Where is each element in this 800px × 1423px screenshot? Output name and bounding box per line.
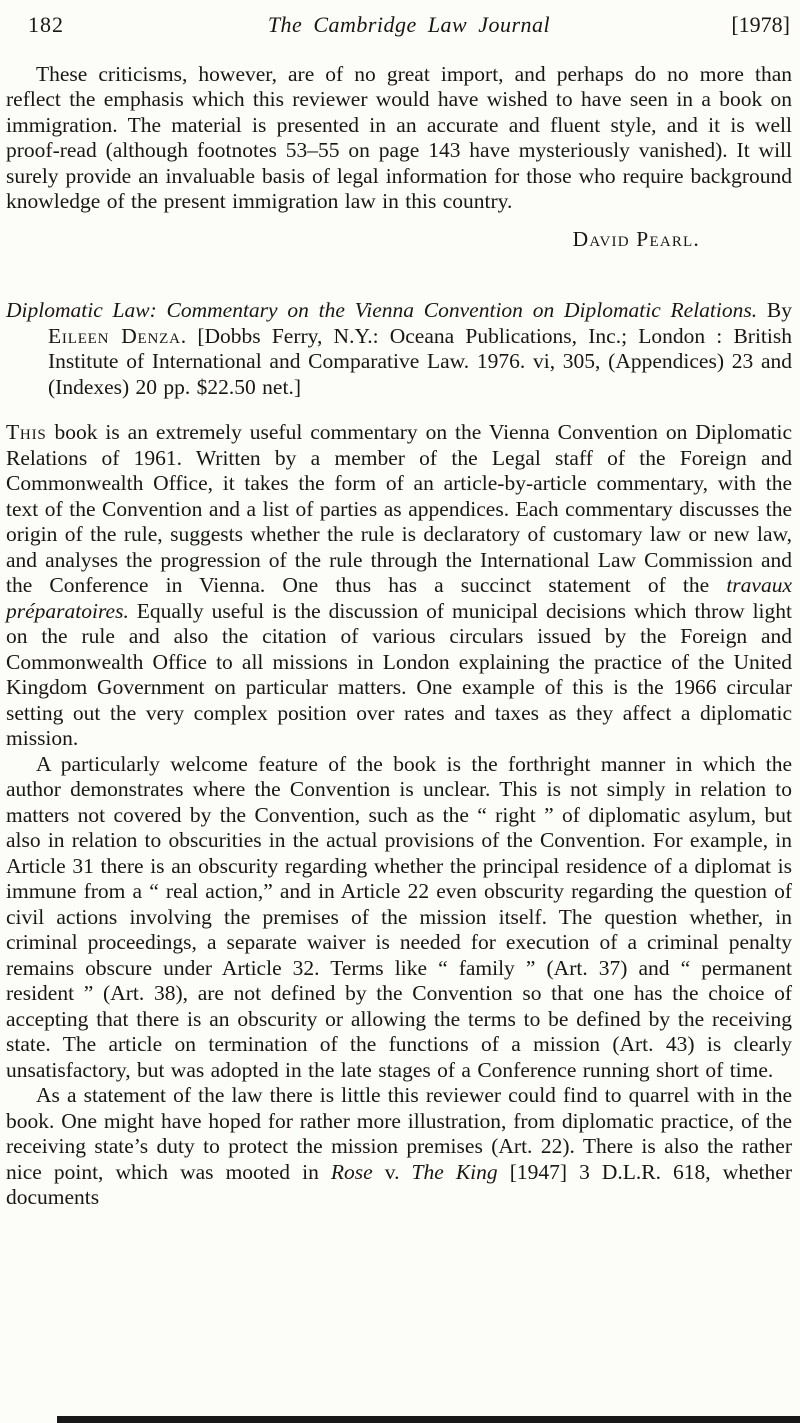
book-citation-heading: Diplomatic Law: Commentary on the Vienna Convention on Diplomatic Relations. By Eileen Denza. [Dobbs Ferry, N.Y.: Oceana Publications, Inc.; London : British Institute of International and Comparative Law. 1976. vi, 305, (Appendices) 23 and (Indexes) 20 pp. $22.50 net.] xyxy=(6,298,792,399)
review-paragraph-2: A particularly welcome feature of the book is the forthright manner in which the author demonstrates where the Convention is unclear. This is not simply in relation to matters not covered by the Convention, such as the “ right ” of diplomatic asylum, but also in relation to obscurities in the actual provisions of the Convention. For example, in Article 31 there is an obscurity regarding whether the principal residence of a diplomat is immune from a “ real action,” and in Article 22 even obscurity regarding the question of civil actions involving the premises of the mission itself. The question whether, in criminal proceedings, a separate waiver is needed for execution of a criminal penalty remains obscure under Article 32. Terms like “ family ” (Art. 37) and “ permanent resident ” (Art. 38), are not defined by the Convention so that one has the choice of accepting that there is an obscurity or allowing the terms to be defined by the receiving state. The article on termination of the functions of a mission (Art. 43) is clearly unsatisfactory, but was adopted in the late stages of a Conference running short of time. xyxy=(6,751,792,1082)
page-number: 182 xyxy=(28,12,64,37)
review-paragraph-3: As a statement of the law there is little this reviewer could find to quarrel with in the book. One might have hoped for rather more illustration, from diplomatic practice, of the receiving state’s duty to protect the mission premises (Art. 22). There is also the rather nice point, which was mooted in Rose v. The King [1947] 3 D.L.R. 618, whether documents xyxy=(6,1083,792,1209)
previous-review-closing-paragraph: These criticisms, however, are of no great import, and perhaps do no more than reflect the emphasis which this reviewer would have wished to have seen in a book on immigration. The material is presented in an accurate and fluent style, and it is well proof-read (although footnotes 53–55 on page 143 have mysteriously vanished). It will surely provide an invaluable basis of legal information for those who require background knowledge of the present immigration law in this country. xyxy=(6,61,792,213)
journal-title: The Cambridge Law Journal xyxy=(267,12,551,37)
review-paragraph-1: This book is an extremely useful commentary on the Vienna Convention on Diplomatic Relations of 1961. Written by a member of the Legal staff of the Foreign and Commonwealth Office, it takes the form of an article-by-article commentary, with the text of the Convention and a list of parties as appendices. Each commentary discusses the origin of the rule, suggests whether the rule is declaratory of customary law or new law, and analyses the progression of the rule through the International Law Commission and the Conference in Vienna. One thus has a succinct statement of the travaux préparatoires. Equally useful is the discussion of municipal decisions which throw light on the rule and also the citation of various circulars issued by the Foreign and Commonwealth Office to all missions in London explaining the practice of the United Kingdom Government on particular matters. One example of this is the 1966 circular setting out the very complex position over rates and taxes as they affect a diplomatic mission. xyxy=(6,420,792,750)
reviewer-signature: David Pearl. xyxy=(572,226,700,251)
page-header xyxy=(6,10,792,38)
scan-edge-artifact xyxy=(57,1416,800,1423)
year-bracket: [1978] xyxy=(731,12,790,37)
